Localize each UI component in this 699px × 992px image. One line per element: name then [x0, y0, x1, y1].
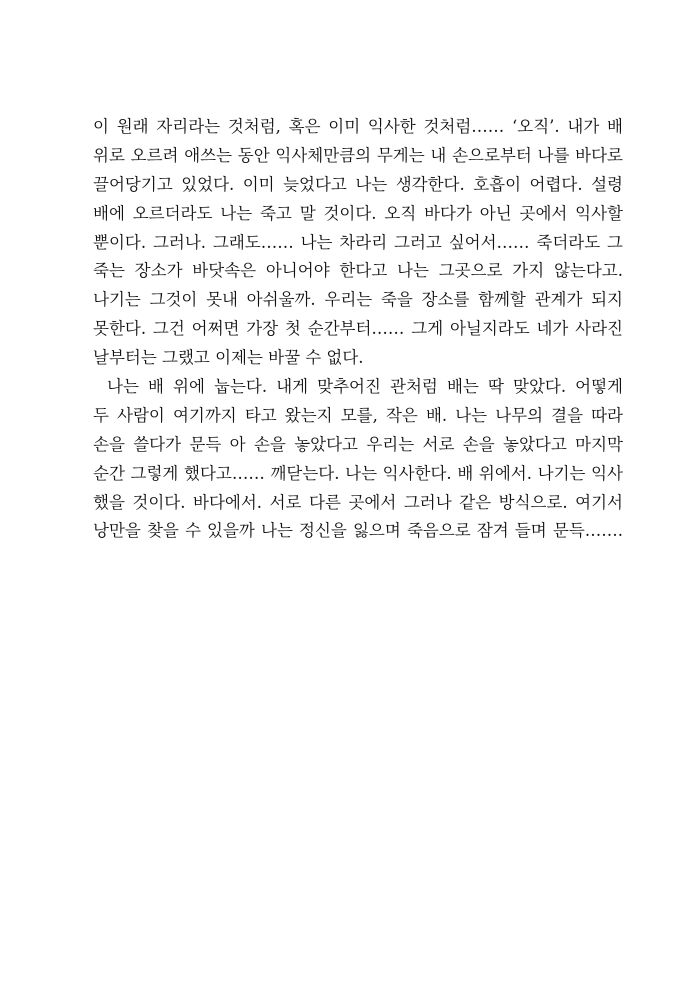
text-line: 위로 오르려 애쓰는 동안 익사체만큼의 무게는 내 손으로부터 나를 바다로: [93, 145, 623, 165]
text-line: 못한다. 그건 어쩌면 가장 첫 순간부터…… 그게 아닐지라도 네가 사라진: [93, 319, 623, 339]
text-line: 나기는 그것이 못내 아쉬울까. 우리는 죽을 장소를 함께할 관계가 되지: [93, 290, 623, 310]
text-line: 날부터는 그랬고 이제는 바꿀 수 없다.: [93, 348, 364, 368]
text-line: 손을 쓸다가 문득 아 손을 놓았다고 우리는 서로 손을 놓았다고 마지막: [93, 434, 623, 454]
text-line: 뿐이다. 그러나. 그래도…… 나는 차라리 그러고 싶어서…… 죽더라도 그: [93, 232, 623, 252]
text-line: 끌어당기고 있었다. 이미 늦었다고 나는 생각한다. 호흡이 어렵다. 설령: [93, 174, 623, 194]
text-line: 나는 배 위에 눕는다. 내게 맞추어진 관처럼 배는 딱 맞았다. 어떻게: [107, 377, 623, 397]
body-text: [93, 113, 623, 546]
paragraph-2: [93, 373, 623, 546]
text-line: 순간 그렇게 했다고…… 깨닫는다. 나는 익사한다. 배 위에서. 나기는 익사: [93, 463, 623, 483]
paragraph-1: [93, 113, 623, 373]
text-line: 낭만을 찾을 수 있을까 나는 정신을 잃으며 죽음으로 잠겨 들며 문득…….: [93, 521, 623, 541]
text-line: 했을 것이다. 바다에서. 서로 다른 곳에서 그러나 같은 방식으로. 여기서: [93, 492, 623, 512]
text-line: 두 사람이 여기까지 타고 왔는지 모를, 작은 배. 나는 나무의 결을 따라: [93, 405, 623, 425]
text-line: 배에 오르더라도 나는 죽고 말 것이다. 오직 바다가 아닌 곳에서 익사할: [93, 203, 623, 223]
text-line: 죽는 장소가 바닷속은 아니어야 한다고 나는 그곳으로 가지 않는다고.: [93, 261, 623, 281]
text-line: 이 원래 자리라는 것처럼, 혹은 이미 익사한 것처럼…… ‘오직’. 내가 배: [93, 117, 623, 136]
